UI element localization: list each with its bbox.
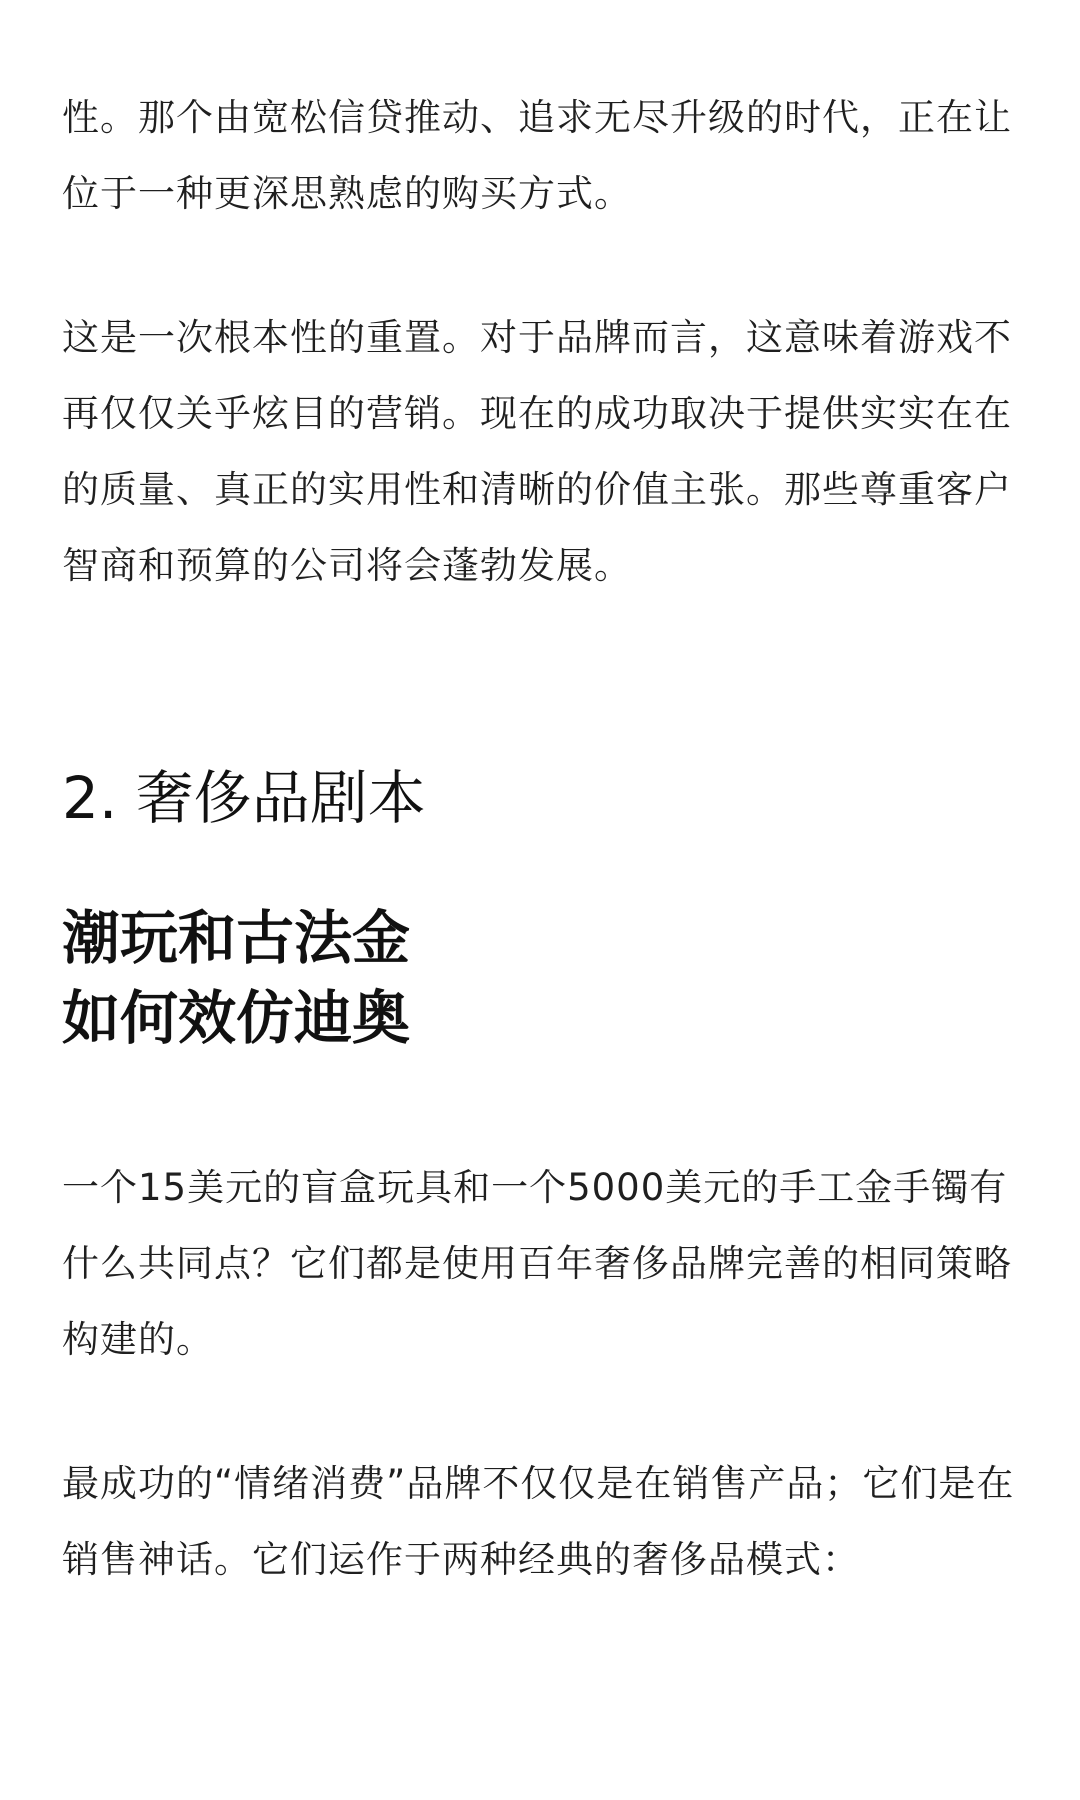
paragraph-2: 这是一次根本性的重置。对于品牌而言，这意味着游戏不再仅仅关乎炫目的营销。现在的成功取决于提供实实在在的质量、真正的实用性和清晰的价值主张。那些尊重客户智商和预算的公司将会蓬勃发展。 — [62, 316, 1012, 587]
paragraph-4: 最成功的“情绪消费”品牌不仅仅是在销售产品；它们是在销售神话。它们运作于两种经典的奢侈品模式： — [62, 1462, 1015, 1581]
subheading-line-2: 如何效仿迪奥 — [62, 984, 411, 1052]
paragraph-1: 性。那个由宽松信贷推动、追求无尽升级的时代，正在让位于一种更深思熟虑的购买方式。 — [62, 96, 1012, 215]
subheading — [62, 898, 1022, 1058]
subheading-line-1: 潮玩和古法金 — [62, 904, 411, 972]
paragraph-3: 一个15美元的盲盒玩具和一个5000美元的手工金手镯有什么共同点？它们都是使用百年奢侈品牌完善的相同策略构建的。 — [62, 1166, 1012, 1361]
section-heading: 2. 奢侈品剧本 — [62, 764, 426, 832]
